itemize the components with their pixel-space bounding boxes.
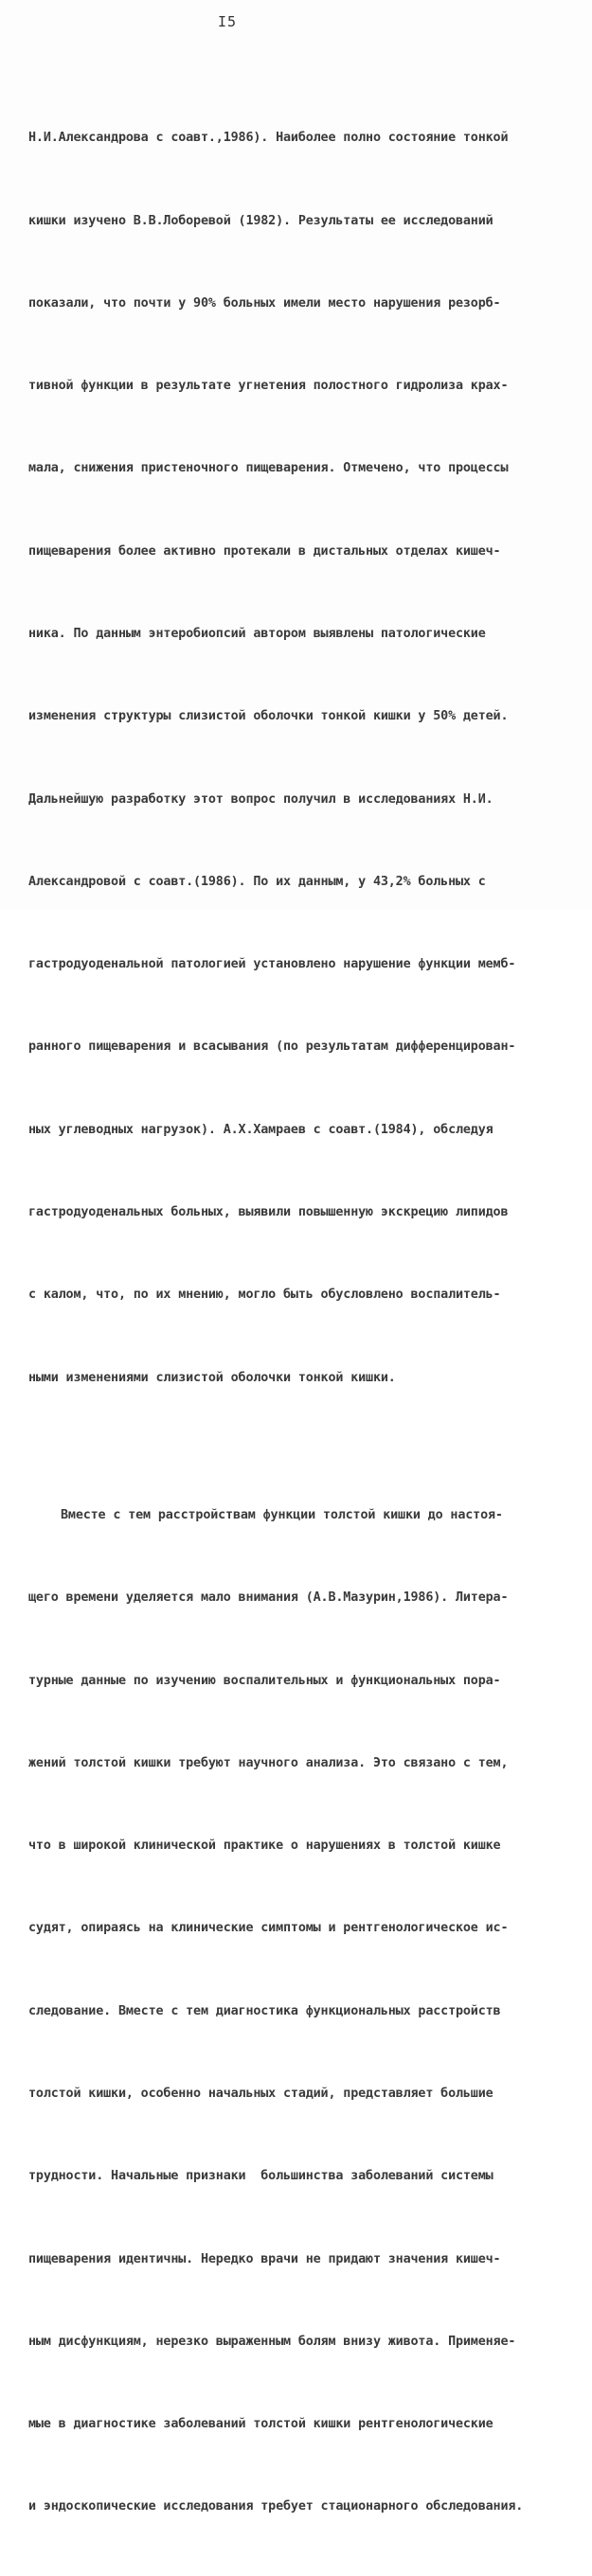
text-line: показали, что почти у 90% больных имели место нарушения резорб- [28, 295, 501, 311]
text-line: жений толстой кишки требуют научного анализа. Это связано с тем, [28, 1755, 509, 1770]
body-text [28, 42, 587, 2576]
text-line: кишки изучено В.В.Лоборевой (1982). Результаты ее исследований [28, 213, 493, 228]
text-line: Дальнейшую разработку этот вопрос получил в исследованиях Н.И. [28, 791, 493, 807]
text-line: турные данные по изучению воспалительных и функциональных пора- [28, 1673, 501, 1688]
text-line: и эндоскопические исследования требует стационарного обследования. [28, 2499, 524, 2514]
text-line: мала, снижения пристеночного пищеварения. Отмечено, что процессы [28, 461, 509, 476]
text-line: Александровой с соавт.(1986). По их данным, у 43,2% больных с [28, 874, 486, 889]
text-line: пищеварения более активно протекали в дистальных отделах кишеч- [28, 543, 501, 559]
paragraph-first-line: Вместе с тем расстройствам функции толстой кишки до настоя- [61, 1507, 503, 1522]
text-line: следование. Вместе с тем диагностика функциональных расстройств [28, 2003, 501, 2018]
text-line: с калом, что, по их мнению, могло быть обусловлено воспалитель- [28, 1288, 501, 1303]
text-line: ранного пищеварения и всасывания (по результатам дифференцирован- [28, 1039, 516, 1055]
text-line: судят, опираясь на клинические симптомы и рентгенологическое ис- [28, 1921, 509, 1936]
text-line: что в широкой клинической практике о нарушениях в толстой кишке [28, 1839, 501, 1854]
text-line: щего времени уделяется мало внимания (А.В.Мазурин,1986). Литера- [28, 1590, 509, 1606]
text-line: гастродуоденальных больных, выявили повышенную экскрецию липидов [28, 1204, 509, 1219]
text-line: ных углеводных нагрузок). А.Х.Хамраев с соавт.(1984), обследуя [28, 1122, 493, 1137]
text-line: толстой кишки, особенно начальных стадий, представляет большие [28, 2086, 493, 2101]
text-line: изменения структуры слизистой оболочки тонкой кишки у 50% детей. [28, 709, 509, 724]
text-line: ными изменениями слизистой оболочки тонкой кишки. [28, 1370, 396, 1385]
text-line: трудности. Начальные признаки большинства заболеваний системы [28, 2169, 493, 2184]
text-line: пищеварения идентичны. Нередко врачи не придают значения кишеч- [28, 2251, 501, 2266]
text-line: ным дисфункциям, нерезко выраженным болям внизу живота. Применяе- [28, 2334, 516, 2349]
text-line: ника. По данным энтеробиопсий автором выявлены патологические [28, 626, 486, 641]
text-line: тивной функции в результате угнетения полостного гидролиза крах- [28, 379, 509, 394]
text-line: мые в диагностике заболеваний толстой кишки рентгенологические [28, 2417, 493, 2432]
text-line: Н.И.Александрова с соавт.,1986). Наиболее полно состояние тонкой [28, 131, 509, 146]
page-number: I5 [218, 13, 238, 30]
text-line: гастродуоденальной патологией установлено нарушение функции мемб- [28, 957, 516, 972]
